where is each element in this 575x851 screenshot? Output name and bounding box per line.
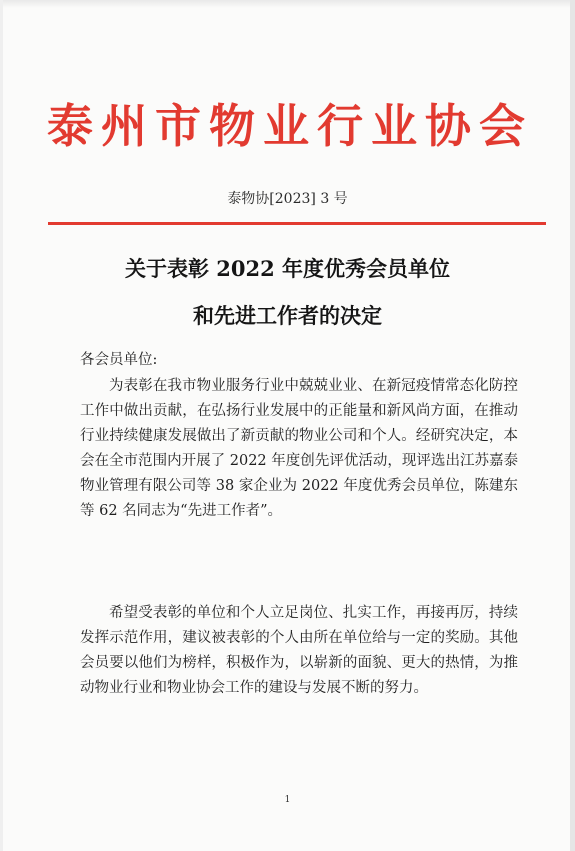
document-title-line-1: 关于表彰 2022 年度优秀会员单位 [124, 256, 451, 281]
page-left-edge [0, 0, 3, 851]
document-title-line-2: 和先进工作者的决定 [193, 303, 382, 328]
page-right-edge [570, 0, 575, 851]
body-paragraph-2: 希望受表彰的单位和个人立足岗位、扎实工作，再接再厉，持续发挥示范作用，建议被表彰的个人由所在单位给与一定的奖励。其他会员要以他们为榜样，积极作为，以崭新的面貌、更大的热情，为推动物业行业和物业协会工作的建设与发展不断的努力。 [80, 605, 518, 696]
letterhead-title: 泰州市物业行业协会 [47, 99, 533, 153]
page-number: 1 [284, 795, 291, 805]
salutation: 各会员单位: [80, 352, 158, 368]
page-top-shadow [0, 0, 575, 8]
body-paragraph-1: 为表彰在我市物业服务行业中兢兢业业、在新冠疫情常态化防控工作中做出贡献，在弘扬行业发展中的正能量和新风尚方面，在推动行业持续健康发展做出了新贡献的物业公司和个人。经研究决定，本会在全市范围内开展了 2022 年度创先评优活动，现评选出江苏嘉泰物业管理有限公司等 38 家企业为 2022 年度优秀会员单位，陈建东等 62 名同志为“先进工作者”。 [80, 378, 518, 519]
red-divider-line [48, 222, 546, 225]
document-number: 泰物协[2023] 3 号 [227, 191, 348, 207]
